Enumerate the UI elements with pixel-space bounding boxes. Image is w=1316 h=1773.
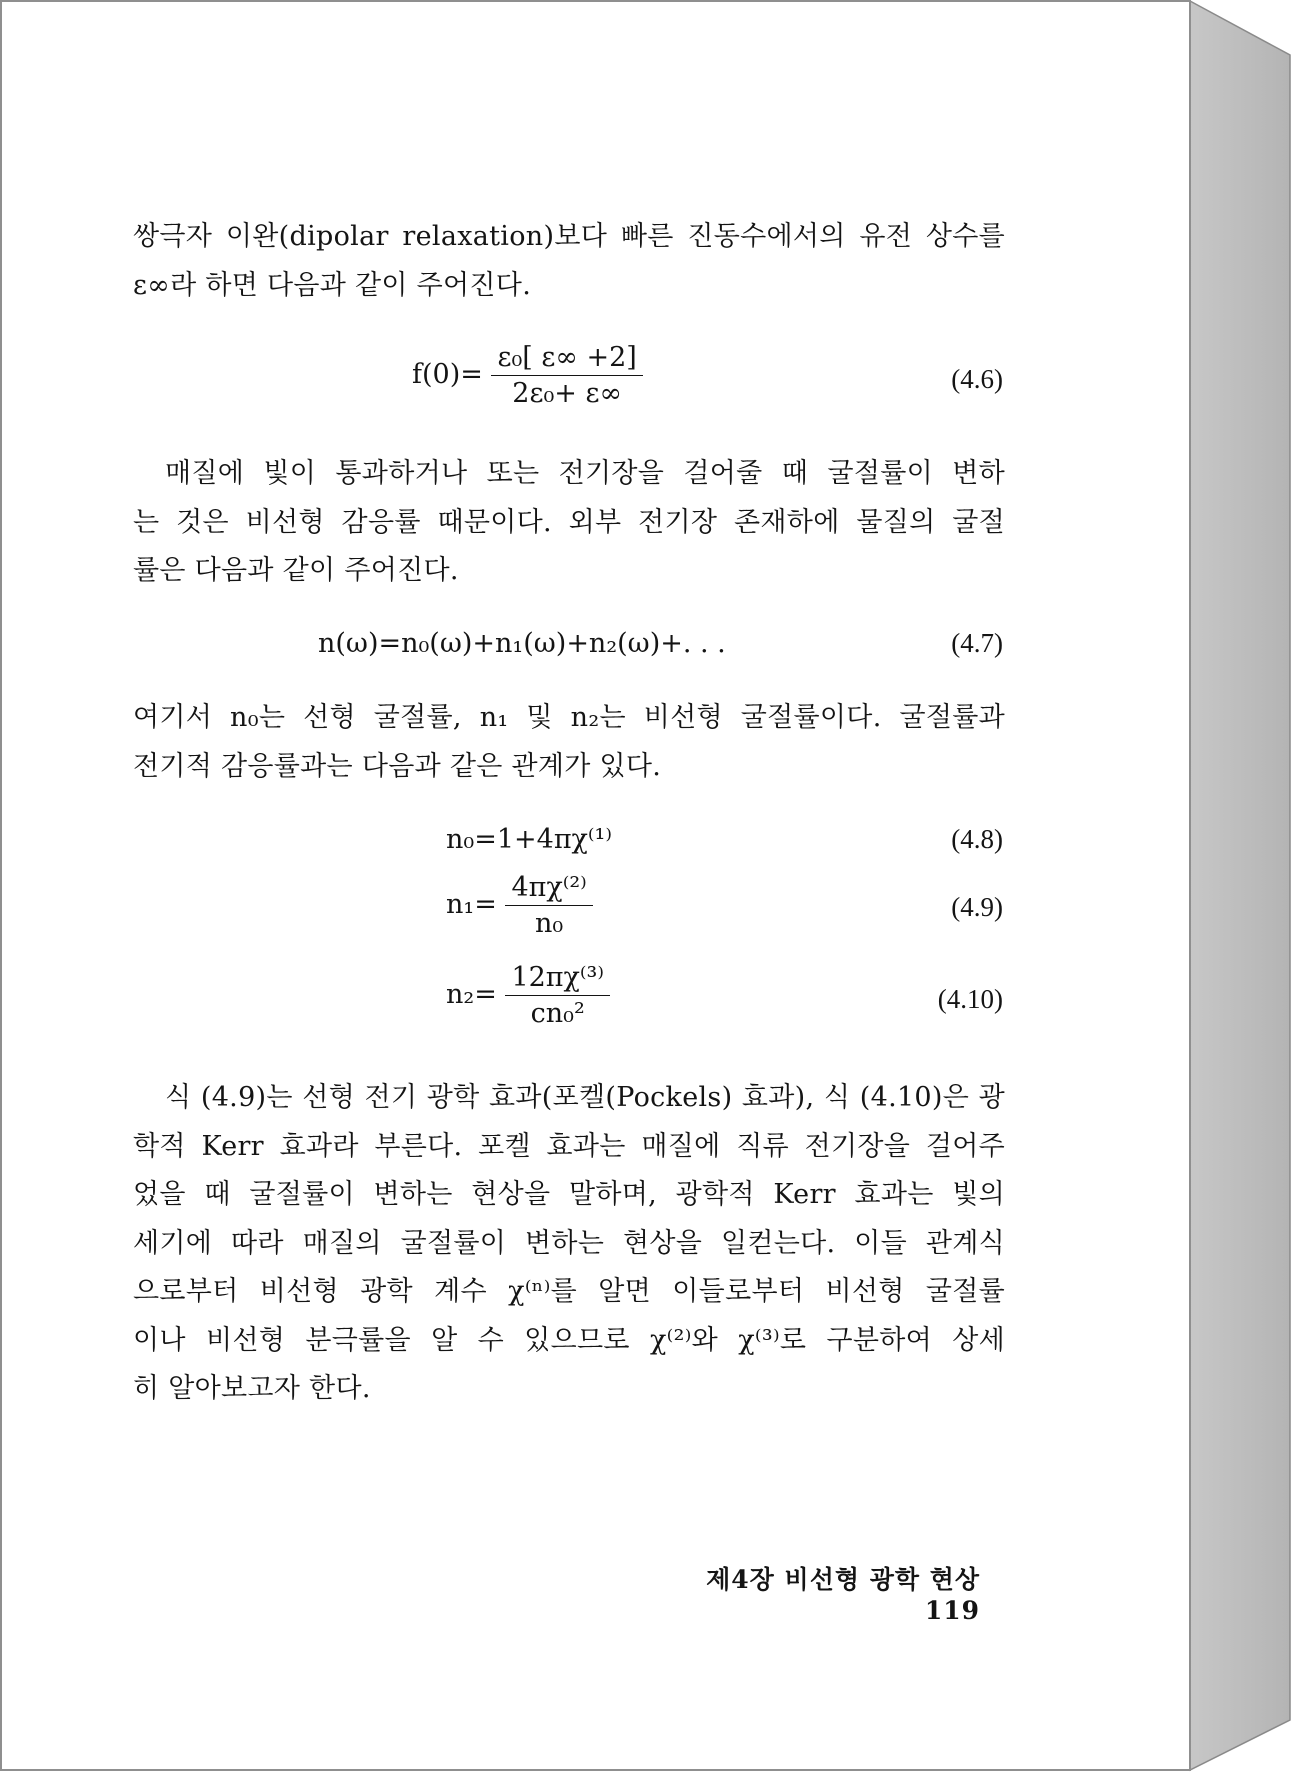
eq49-lhs: n₁= [446, 889, 497, 920]
paragraph-4 [133, 1074, 1005, 1414]
p1-line-2: ε∞라 하면 다음과 같이 주어진다. [133, 269, 532, 301]
eq49-fraction [505, 872, 592, 939]
p4-line-4: 세기에 따라 매질의 굴절률이 변하는 현상을 일컫는다. 이들 관계식 [133, 1227, 1005, 1259]
p4-line-6: 이나 비선형 분극률을 알 수 있으므로 χ⁽²⁾와 χ⁽³⁾로 구분하여 상세 [133, 1324, 1005, 1356]
eq49-denominator: n₀ [535, 908, 564, 939]
paragraph-3 [133, 694, 1005, 791]
p2-line-2: 는 것은 비선형 감응률 때문이다. 외부 전기장 존재하에 물질의 굴절 [133, 506, 1005, 538]
equation-4-7: n(ω)=n₀(ω)+n₁(ω)+n₂(ω)+. . . [318, 628, 726, 659]
eq410-denominator: cn₀² [530, 998, 585, 1029]
paragraph-1 [133, 213, 1005, 310]
p4-line-5: 으로부터 비선형 광학 계수 χ⁽ⁿ⁾를 알면 이들로부터 비선형 굴절률 [133, 1276, 1005, 1307]
eq49-numerator: 4πχ⁽²⁾ [505, 872, 592, 906]
eq410-number: (4.10) [937, 984, 1003, 1014]
p2-line-3: 률은 다음과 같이 주어진다. [133, 555, 459, 586]
paragraph-2 [133, 450, 1005, 596]
p4-line-1: 식 (4.9)는 선형 전기 광학 효과(포켈(Pockels) 효과), 식 (4.10)은 광 [165, 1082, 1005, 1113]
eq46-denominator: 2ε₀+ ε∞ [512, 378, 622, 409]
eq46-numerator: ε₀[ ε∞ +2] [491, 342, 642, 376]
eq48-number: (4.8) [951, 824, 1003, 854]
eq46-number: (4.6) [951, 364, 1003, 394]
equation-4-9 [446, 872, 593, 939]
p4-line-3: 었을 때 굴절률이 변하는 현상을 말하며, 광학적 Kerr 효과는 빛의 [133, 1179, 1005, 1210]
equation-4-6 [412, 342, 643, 409]
p4-line-2: 학적 Kerr 효과라 부른다. 포켈 효과는 매질에 직류 전기장을 걸어주 [133, 1130, 1005, 1162]
p4-line-7: 히 알아보고자 한다. [133, 1373, 371, 1404]
eq47-number: (4.7) [951, 628, 1003, 658]
equation-4-10 [446, 962, 610, 1029]
p3-line-1: 여기서 n₀는 선형 굴절률, n₁ 및 n₂는 비선형 굴절률이다. 굴절률과 [133, 702, 1005, 733]
p2-line-1: 매질에 빛이 통과하거나 또는 전기장을 걸어줄 때 굴절률이 변하 [165, 458, 1005, 489]
p3-line-2: 전기적 감응률과는 다음과 같은 관계가 있다. [133, 750, 662, 782]
equation-4-8: n₀=1+4πχ⁽¹⁾ [446, 824, 613, 855]
eq46-fraction [491, 342, 642, 409]
page-footer: 제4장 비선형 광학 현상 119 [706, 1565, 980, 1625]
eq410-fraction [505, 962, 610, 1029]
book-side [1190, 1, 1290, 1770]
eq49-number: (4.9) [951, 892, 1003, 922]
eq46-lhs: f(0)= [412, 359, 483, 390]
eq410-numerator: 12πχ⁽³⁾ [505, 962, 610, 996]
eq410-lhs: n₂= [446, 979, 497, 1010]
p1-line-1: 쌍극자 이완(dipolar relaxation)보다 빠른 진동수에서의 유전 상수를 [133, 221, 1005, 252]
